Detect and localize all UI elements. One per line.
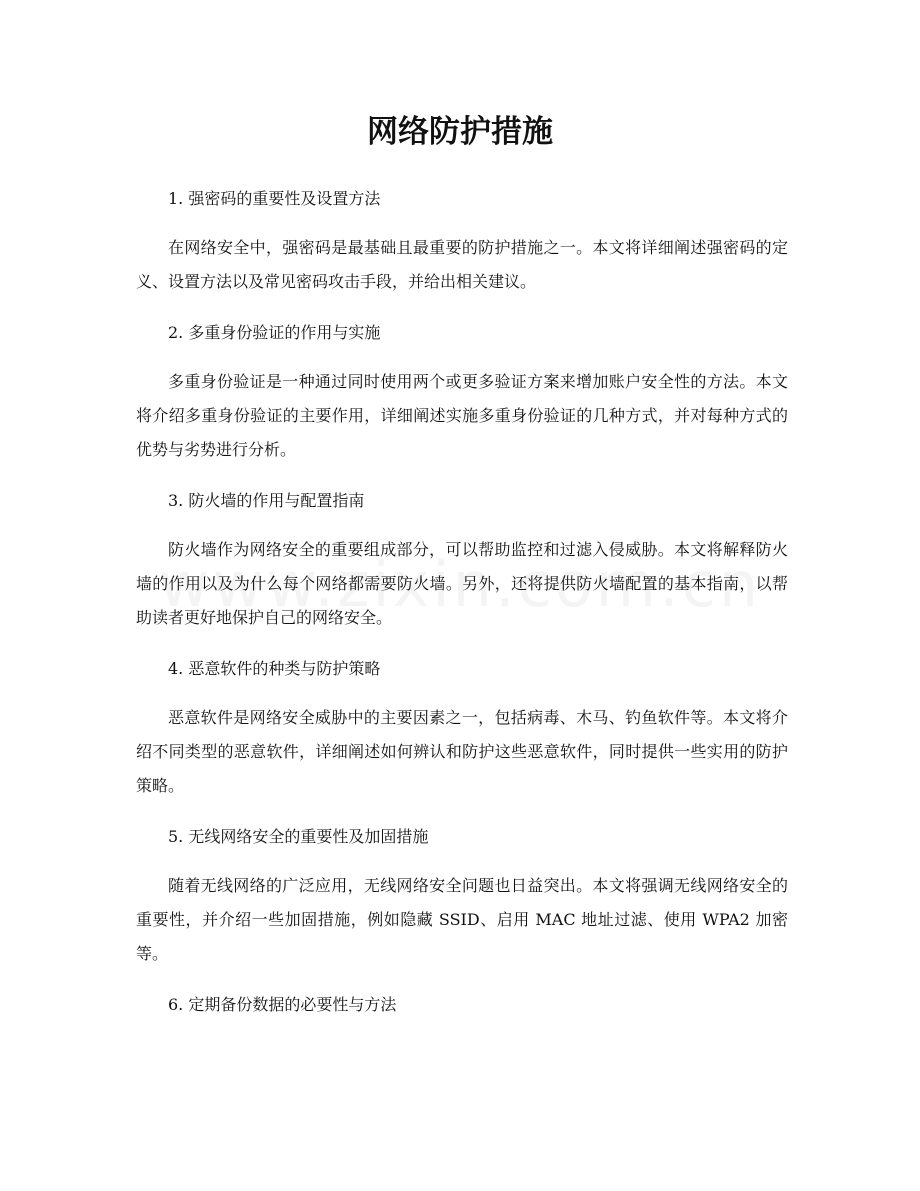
section-heading-1: 1. 强密码的重要性及设置方法 [168, 189, 381, 208]
section-heading-6: 6. 定期备份数据的必要性与方法 [168, 995, 397, 1014]
section-body-5: 随着无线网络的广泛应用，无线网络安全问题也日益突出。本文将强调无线网络安全的重要性，并介绍一些加固措施，例如隐藏 SSID、启用 MAC 地址过滤、使用 WPA2 加密等。 [136, 876, 788, 963]
section-body-3: 防火墙作为网络安全的重要组成部分，可以帮助监控和过滤入侵威胁。本文将解释防火墙的作用以及为什么每个网络都需要防火墙。另外，还将提供防火墙配置的基本指南，以帮助读者更好地保护自己的网络安全。 [136, 540, 788, 627]
section-body-4: 恶意软件是网络安全威胁中的主要因素之一，包括病毒、木马、钓鱼软件等。本文将介绍不同类型的恶意软件，详细阐述如何辨认和防护这些恶意软件，同时提供一些实用的防护策略。 [136, 708, 788, 795]
section-heading-3: 3. 防火墙的作用与配置指南 [168, 491, 365, 510]
document-title: 网络防护措施 [367, 114, 553, 150]
section-heading-4: 4. 恶意软件的种类与防护策略 [168, 659, 381, 678]
document-body [136, 181, 788, 1023]
section-body-1: 在网络安全中，强密码是最基础且最重要的防护措施之一。本文将详细阐述强密码的定义、设置方法以及常见密码攻击手段，并给出相关建议。 [136, 238, 788, 291]
section-heading-2: 2. 多重身份验证的作用与实施 [168, 323, 381, 342]
section-heading-5: 5. 无线网络安全的重要性及加固措施 [168, 827, 429, 846]
section-body-2: 多重身份验证是一种通过同时使用两个或更多验证方案来增加账户安全性的方法。本文将介绍多重身份验证的主要作用，详细阐述实施多重身份验证的几种方式，并对每种方式的优势与劣势进行分析。 [136, 372, 788, 459]
